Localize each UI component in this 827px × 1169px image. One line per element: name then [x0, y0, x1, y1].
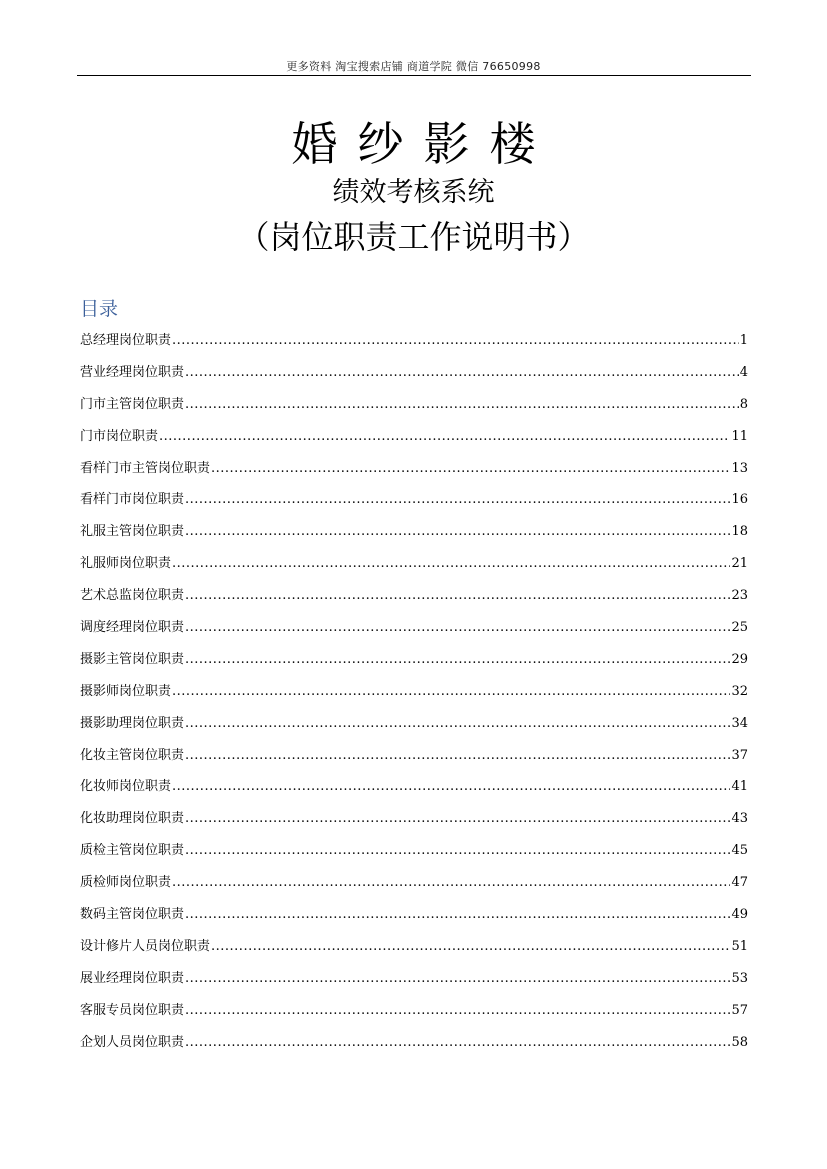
toc-leader-dots [185, 520, 730, 544]
toc-entry[interactable] [80, 807, 748, 839]
toc-entry-label: 门市主管岗位职责 [80, 396, 185, 412]
toc-entry-label: 门市岗位职责 [80, 428, 159, 444]
toc-leader-dots [211, 935, 730, 959]
toc-leader-dots [172, 552, 730, 576]
toc-entry-page: 57 [731, 1002, 748, 1018]
toc-entry-label: 化妆主管岗位职责 [80, 747, 185, 763]
toc-entry-page: 23 [731, 588, 748, 604]
toc-entry-label: 数码主管岗位职责 [80, 907, 185, 923]
toc-entry[interactable] [80, 744, 748, 776]
toc-leader-dots [185, 712, 730, 736]
toc-leader-dots [185, 744, 730, 768]
toc-entry[interactable] [80, 1031, 748, 1063]
toc-entry[interactable] [80, 457, 748, 489]
toc-entry[interactable] [80, 616, 748, 648]
toc-leader-dots [211, 457, 730, 481]
toc-entry-page: 34 [731, 715, 748, 731]
document-subtitle: 绩效考核系统 [332, 177, 495, 208]
toc-entry-label: 摄影助理岗位职责 [80, 715, 185, 731]
toc-leader-dots [185, 967, 730, 991]
toc-entry-page: 43 [731, 811, 748, 827]
toc-entry-label: 摄影师岗位职责 [80, 683, 172, 699]
document-title: 婚纱影楼 [291, 117, 556, 171]
toc-entry[interactable] [80, 393, 748, 425]
toc-entry-label: 展业经理岗位职责 [80, 970, 185, 986]
toc-entry-label: 礼服主管岗位职责 [80, 524, 185, 540]
toc-leader-dots [185, 616, 730, 640]
toc-entry-label: 质检师岗位职责 [80, 875, 172, 891]
toc-entry-page: 29 [731, 651, 748, 667]
toc-entry[interactable] [80, 361, 748, 393]
toc-leader-dots [185, 393, 739, 417]
toc-entry-page: 32 [731, 683, 748, 699]
toc-entry-label: 营业经理岗位职责 [80, 364, 185, 380]
toc-entry[interactable] [80, 584, 748, 616]
toc-entry-page: 53 [731, 970, 748, 986]
toc-entry[interactable] [80, 648, 748, 680]
toc-entry-label: 摄影主管岗位职责 [80, 651, 185, 667]
toc-entry[interactable] [80, 967, 748, 999]
toc-entry-label: 看样门市主管岗位职责 [80, 460, 211, 476]
toc-leader-dots [185, 361, 739, 385]
toc-entry-label: 化妆师岗位职责 [80, 779, 172, 795]
toc-entry[interactable] [80, 775, 748, 807]
toc-entry-page: 8 [739, 396, 748, 412]
toc-entry-label: 礼服师岗位职责 [80, 556, 172, 572]
toc-leader-dots [185, 999, 730, 1023]
toc-entry-page: 4 [739, 364, 748, 380]
toc-entry[interactable] [80, 935, 748, 967]
toc-entry-label: 客服专员岗位职责 [80, 1002, 185, 1018]
toc-leader-dots [172, 680, 730, 704]
toc-heading: 目录 [80, 298, 119, 320]
toc-leader-dots [185, 807, 730, 831]
toc-entry[interactable] [80, 329, 748, 361]
toc-entry-page: 51 [731, 938, 748, 954]
toc-leader-dots [159, 425, 730, 449]
document-subtitle-2: （岗位职责工作说明书） [237, 218, 590, 256]
toc-leader-dots [172, 871, 730, 895]
page-header: 更多资料 淘宝搜索店铺 商道学院 微信 76650998 [286, 60, 541, 73]
toc-entry[interactable] [80, 552, 748, 584]
toc-entry-page: 41 [731, 779, 748, 795]
toc-entry-page: 13 [731, 460, 748, 476]
toc-entry-label: 质检主管岗位职责 [80, 843, 185, 859]
toc-entry-page: 49 [731, 907, 748, 923]
toc-entry-page: 25 [731, 620, 748, 636]
toc-entry-page: 1 [739, 333, 748, 348]
toc-entry[interactable] [80, 520, 748, 552]
toc-entry-label: 设计修片人员岗位职责 [80, 938, 211, 954]
toc-entry[interactable] [80, 680, 748, 712]
toc-entry-page: 18 [731, 524, 748, 540]
toc-entry[interactable] [80, 903, 748, 935]
toc-entry-page: 47 [731, 875, 748, 891]
toc-leader-dots [172, 329, 739, 353]
toc-entry[interactable] [80, 839, 748, 871]
toc-entry[interactable] [80, 712, 748, 744]
toc-leader-dots [185, 648, 730, 672]
toc-entry-label: 看样门市岗位职责 [80, 492, 185, 508]
table-of-contents [80, 329, 748, 1062]
toc-entry-page: 58 [731, 1034, 748, 1050]
toc-entry-page: 16 [731, 492, 748, 508]
toc-entry[interactable] [80, 999, 748, 1031]
toc-entry-page: 21 [731, 556, 748, 572]
toc-leader-dots [185, 839, 730, 863]
toc-entry[interactable] [80, 488, 748, 520]
toc-entry-label: 化妆助理岗位职责 [80, 811, 185, 827]
toc-entry-label: 艺术总监岗位职责 [80, 588, 185, 604]
toc-entry-page: 45 [731, 843, 748, 859]
toc-entry-label: 企划人员岗位职责 [80, 1034, 185, 1050]
toc-entry-label: 调度经理岗位职责 [80, 620, 185, 636]
toc-entry-label: 总经理岗位职责 [80, 333, 172, 348]
toc-leader-dots [185, 584, 730, 608]
header-divider [77, 75, 751, 76]
toc-leader-dots [185, 1031, 730, 1055]
toc-leader-dots [185, 488, 730, 512]
toc-entry-page: 37 [731, 747, 748, 763]
toc-entry-page: 11 [731, 428, 748, 444]
toc-leader-dots [185, 903, 730, 927]
toc-entry[interactable] [80, 425, 748, 457]
toc-entry[interactable] [80, 871, 748, 903]
toc-leader-dots [172, 775, 730, 799]
